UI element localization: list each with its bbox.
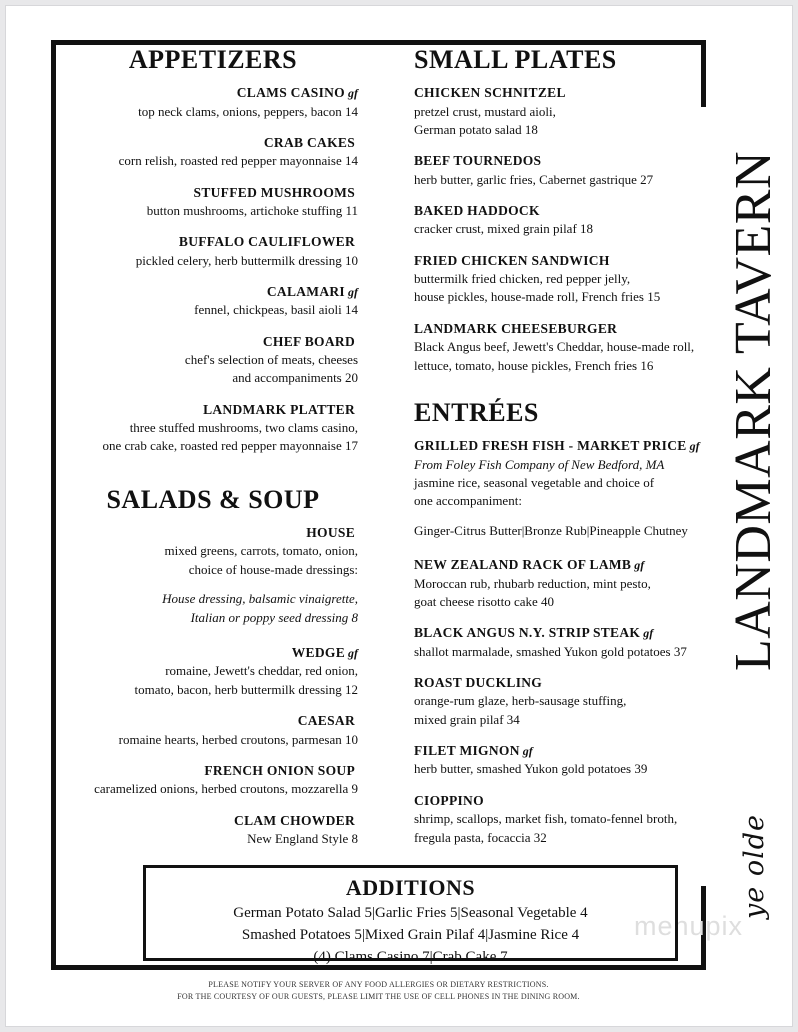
menu-item: [414, 252, 704, 307]
gluten-free-marker: [610, 254, 613, 268]
menu-item: [68, 283, 358, 320]
menu-item: [68, 84, 358, 121]
menu-item-name: [414, 437, 704, 455]
gluten-free-marker: [355, 136, 358, 150]
menu-item-desc: romaine hearts, herbed croutons, parmesan 10: [118, 731, 358, 747]
menu-item-desc: pickled celery, herb buttermilk dressing 10: [135, 252, 358, 268]
menu-item-name: [68, 644, 358, 662]
menu-item: [68, 233, 358, 270]
menu-item: [414, 84, 704, 139]
menu-item-name-text: BUFFALO CAULIFLOWER: [178, 234, 355, 250]
menu-item-name-text: GRILLED FRESH FISH - MARKET PRICE: [414, 438, 687, 454]
menu-item-desc-cont: choice of house-made dressings:: [188, 561, 358, 577]
section-salads-soup: [68, 486, 358, 848]
menu-item-name-text: CLAM CHOWDER: [234, 812, 355, 828]
menu-item: [414, 556, 704, 611]
menu-page: [6, 6, 792, 1026]
menu-item-name-text: WEDGE: [291, 645, 345, 661]
menu-item-name-text: LANDMARK CHEESEBURGER: [414, 320, 618, 336]
menu-item-name-text: CLAMS CASINO: [236, 85, 345, 101]
menu-item: [414, 320, 704, 375]
menu-item-desc: button mushrooms, artichoke stuffing 11: [146, 202, 358, 218]
menu-item-name-text: NEW ZEALAND RACK OF LAMB: [414, 557, 632, 573]
menu-item-desc: cracker crust, mixed grain pilaf 18: [414, 221, 594, 237]
menu-item-desc: orange-rum glaze, herb-sausage stuffing,: [414, 693, 627, 709]
menu-item-desc: herb butter, smashed Yukon gold potatoes 39: [414, 761, 648, 777]
menu-item-desc: romaine, Jewett's cheddar, red onion,: [165, 663, 358, 679]
menu-item: [68, 712, 358, 749]
menu-item-desc-cont: mixed grain pilaf 34: [414, 711, 520, 727]
menu-item-name: [414, 320, 704, 338]
menu-item-name-text: STUFFED MUSHROOMS: [193, 184, 355, 200]
gluten-free-marker: gf: [689, 439, 700, 454]
menu-item-name: [68, 283, 358, 301]
menupix-watermark: menupix: [634, 911, 744, 941]
additions-line: Smashed Potatoes 5|Mixed Grain Pilaf 4|Jasmine Rice 4: [241, 926, 580, 943]
gluten-free-marker: gf: [634, 558, 645, 573]
section-title-salads-soup: SALADS & SOUP: [106, 484, 320, 514]
menu-item-name: [414, 742, 704, 760]
additions-box: [143, 865, 678, 965]
menu-item: [414, 624, 704, 661]
menu-item-desc: herb butter, garlic fries, Cabernet gastrique 27: [414, 171, 654, 187]
footer-cellphone-notice: FOR THE COURTESY OF OUR GUESTS, PLEASE LIMIT THE USE OF CELL PHONES IN THE DINING ROOM.: [177, 992, 580, 1001]
menu-item-name: [414, 252, 704, 270]
additions-line: German Potato Salad 5|Garlic Fries 5|Seasonal Vegetable 4: [233, 905, 588, 921]
menu-item: [68, 762, 358, 799]
menu-item-name: [68, 401, 358, 419]
gluten-free-marker: [355, 235, 358, 249]
menu-item: [414, 792, 704, 847]
menu-item-desc: corn relish, roasted red pepper mayonnaise 14: [118, 153, 358, 169]
menu-item-desc: mixed greens, carrots, tomato, onion,: [164, 543, 358, 559]
menu-item-desc-cont: and accompaniments 20: [232, 370, 358, 386]
section-title-small-plates: SMALL PLATES: [414, 45, 617, 74]
menu-item-desc-cont: lettuce, tomato, house pickles, French fries 16: [414, 357, 654, 373]
additions-line: (4) Clams Casino 7|Crab Cake 7: [313, 948, 508, 965]
menu-item-name-text: BEEF TOURNEDOS: [414, 153, 542, 169]
gluten-free-marker: gf: [348, 284, 358, 299]
menu-item-desc-cont: tomato, bacon, herb buttermilk dressing 12: [134, 681, 358, 697]
gluten-free-marker: gf: [348, 86, 358, 101]
section-entrees: [414, 399, 704, 847]
menu-item-name-text: FILET MIGNON: [414, 743, 520, 759]
ye-olde-text: ye olde: [738, 813, 770, 919]
menu-item-desc-cont: one crab cake, roasted red pepper mayonnaise 17: [102, 438, 358, 454]
gluten-free-marker: [355, 186, 358, 200]
menu-item: [414, 674, 704, 729]
menu-item-desc: New England Style 8: [247, 830, 358, 846]
menu-item: [68, 812, 358, 849]
menu-item-name: [68, 233, 358, 251]
restaurant-name-vertical: [706, 116, 798, 706]
menu-item-desc-cont2: one accompaniment:: [414, 493, 522, 509]
menu-item: [414, 202, 704, 239]
menu-item-name: [68, 812, 358, 830]
gluten-free-marker: [484, 794, 487, 808]
menu-item-name: [68, 524, 358, 542]
section-small-plates: [414, 46, 704, 375]
menu-item-name: [414, 84, 704, 102]
menu-item-name: [414, 202, 704, 220]
menu-item-name: [68, 134, 358, 152]
left-column: [68, 46, 358, 861]
menu-item: [414, 742, 704, 779]
menu-item-name: [414, 674, 704, 692]
gluten-free-marker: [540, 204, 543, 218]
menu-item: [68, 134, 358, 171]
menu-item-name-text: BAKED HADDOCK: [414, 203, 540, 219]
gluten-free-marker: [355, 714, 358, 728]
footer-allergy-notice: PLEASE NOTIFY YOUR SERVER OF ANY FOOD ALLERGIES OR DIETARY RESTRICTIONS.: [208, 980, 549, 989]
gluten-free-marker: [355, 526, 358, 540]
menu-item-desc: fennel, chickpeas, basil aioli 14: [194, 302, 358, 318]
gluten-free-marker: [355, 403, 358, 417]
menu-item-name-text: CIOPPINO: [414, 792, 484, 808]
menu-item: [414, 152, 704, 189]
gluten-free-marker: [355, 764, 358, 778]
gluten-free-marker: [541, 154, 544, 168]
restaurant-name-text: LANDMARK TAVERN: [725, 150, 783, 672]
menu-item-dressing-options-cont: Italian or poppy seed dressing 8: [190, 609, 358, 625]
menu-item-name-text: BLACK ANGUS N.Y. STRIP STEAK: [414, 625, 641, 641]
menu-item-name-text: CRAB CAKES: [263, 134, 355, 150]
menu-item-name: [414, 152, 704, 170]
menu-item-desc-cont: jasmine rice, seasonal vegetable and choice of: [414, 474, 655, 490]
menu-item-name: [68, 84, 358, 102]
menu-item-desc: caramelized onions, herbed croutons, mozzarella 9: [94, 781, 358, 797]
menu-item-desc: Black Angus beef, Jewett's Cheddar, house-made roll,: [414, 339, 695, 355]
gluten-free-marker: [542, 676, 545, 690]
menu-item: [68, 644, 358, 699]
menu-item-desc: shrimp, scallops, market fish, tomato-fennel broth,: [414, 811, 678, 827]
menu-item-name-text: CHICKEN SCHNITZEL: [414, 85, 566, 101]
menu-item-desc-cont: German potato salad 18: [414, 121, 538, 137]
section-title-appetizers: APPETIZERS: [128, 45, 298, 74]
menu-item-desc-cont: goat cheese risotto cake 40: [414, 594, 555, 610]
menu-item: [414, 437, 704, 540]
menu-item-name: [68, 762, 358, 780]
gluten-free-marker: [355, 335, 358, 349]
menu-item-desc-cont: fregula pasta, focaccia 32: [414, 829, 547, 845]
menu-item-name-text: LANDMARK PLATTER: [203, 401, 355, 417]
menu-item-name: [414, 556, 704, 574]
menu-item-name: [414, 624, 704, 642]
frame-border-left: [51, 40, 56, 970]
section-appetizers: [68, 46, 358, 456]
menu-item-name-text: CHEF BOARD: [262, 333, 355, 349]
menu-item-name-text: HOUSE: [306, 525, 355, 541]
menu-item-name-text: FRENCH ONION SOUP: [204, 763, 355, 779]
menu-item-name-text: FRIED CHICKEN SANDWICH: [414, 252, 610, 268]
gluten-free-marker: gf: [643, 626, 654, 641]
menu-item: [68, 333, 358, 388]
menu-item-desc: three stuffed mushrooms, two clams casino,: [129, 420, 358, 435]
menu-item: [68, 184, 358, 221]
menu-item-desc: Moroccan rub, rhubarb reduction, mint pesto,: [414, 575, 651, 591]
menu-item-name: [414, 792, 704, 810]
menu-item-desc: pretzel crust, mustard aioli,: [414, 103, 556, 119]
menu-item-sourcing-note: From Foley Fish Company of New Bedford, MA: [414, 456, 665, 472]
menu-item-desc: buttermilk fried chicken, red pepper jelly,: [414, 270, 631, 286]
menu-item: [68, 524, 358, 627]
gluten-free-marker: [566, 86, 569, 100]
menu-item-dressing-options: House dressing, balsamic vinaigrette,: [162, 591, 358, 607]
gluten-free-marker: [617, 322, 620, 336]
menu-item-name: [68, 712, 358, 730]
gluten-free-marker: gf: [348, 646, 358, 661]
menu-item: [68, 401, 358, 456]
menu-item-name-text: ROAST DUCKLING: [414, 675, 543, 691]
menu-item-accompaniment-options: Ginger-Citrus Butter|Bronze Rub|Pineapple Chutney: [414, 522, 688, 538]
menu-item-name-text: CALAMARI: [266, 283, 345, 299]
menu-item-name-text: CAESAR: [297, 713, 355, 729]
section-title-entrees: ENTRÉES: [414, 398, 539, 428]
menu-item-name: [68, 333, 358, 351]
restaurant-name-prefix: [706, 806, 798, 926]
menu-item-desc-cont: house pickles, house-made roll, French fries 15: [414, 289, 661, 305]
menu-item-desc: top neck clams, onions, peppers, bacon 14: [138, 103, 358, 119]
gluten-free-marker: [355, 814, 358, 828]
footer-notice: [56, 979, 701, 1003]
menu-item-desc: shallot marmalade, smashed Yukon gold potatoes 37: [414, 643, 687, 659]
menu-item-name: [68, 184, 358, 202]
menu-item-desc: chef's selection of meats, cheeses: [184, 351, 358, 367]
gluten-free-marker: gf: [522, 744, 533, 759]
right-column: [414, 46, 704, 860]
additions-title: ADDITIONS: [345, 875, 476, 900]
